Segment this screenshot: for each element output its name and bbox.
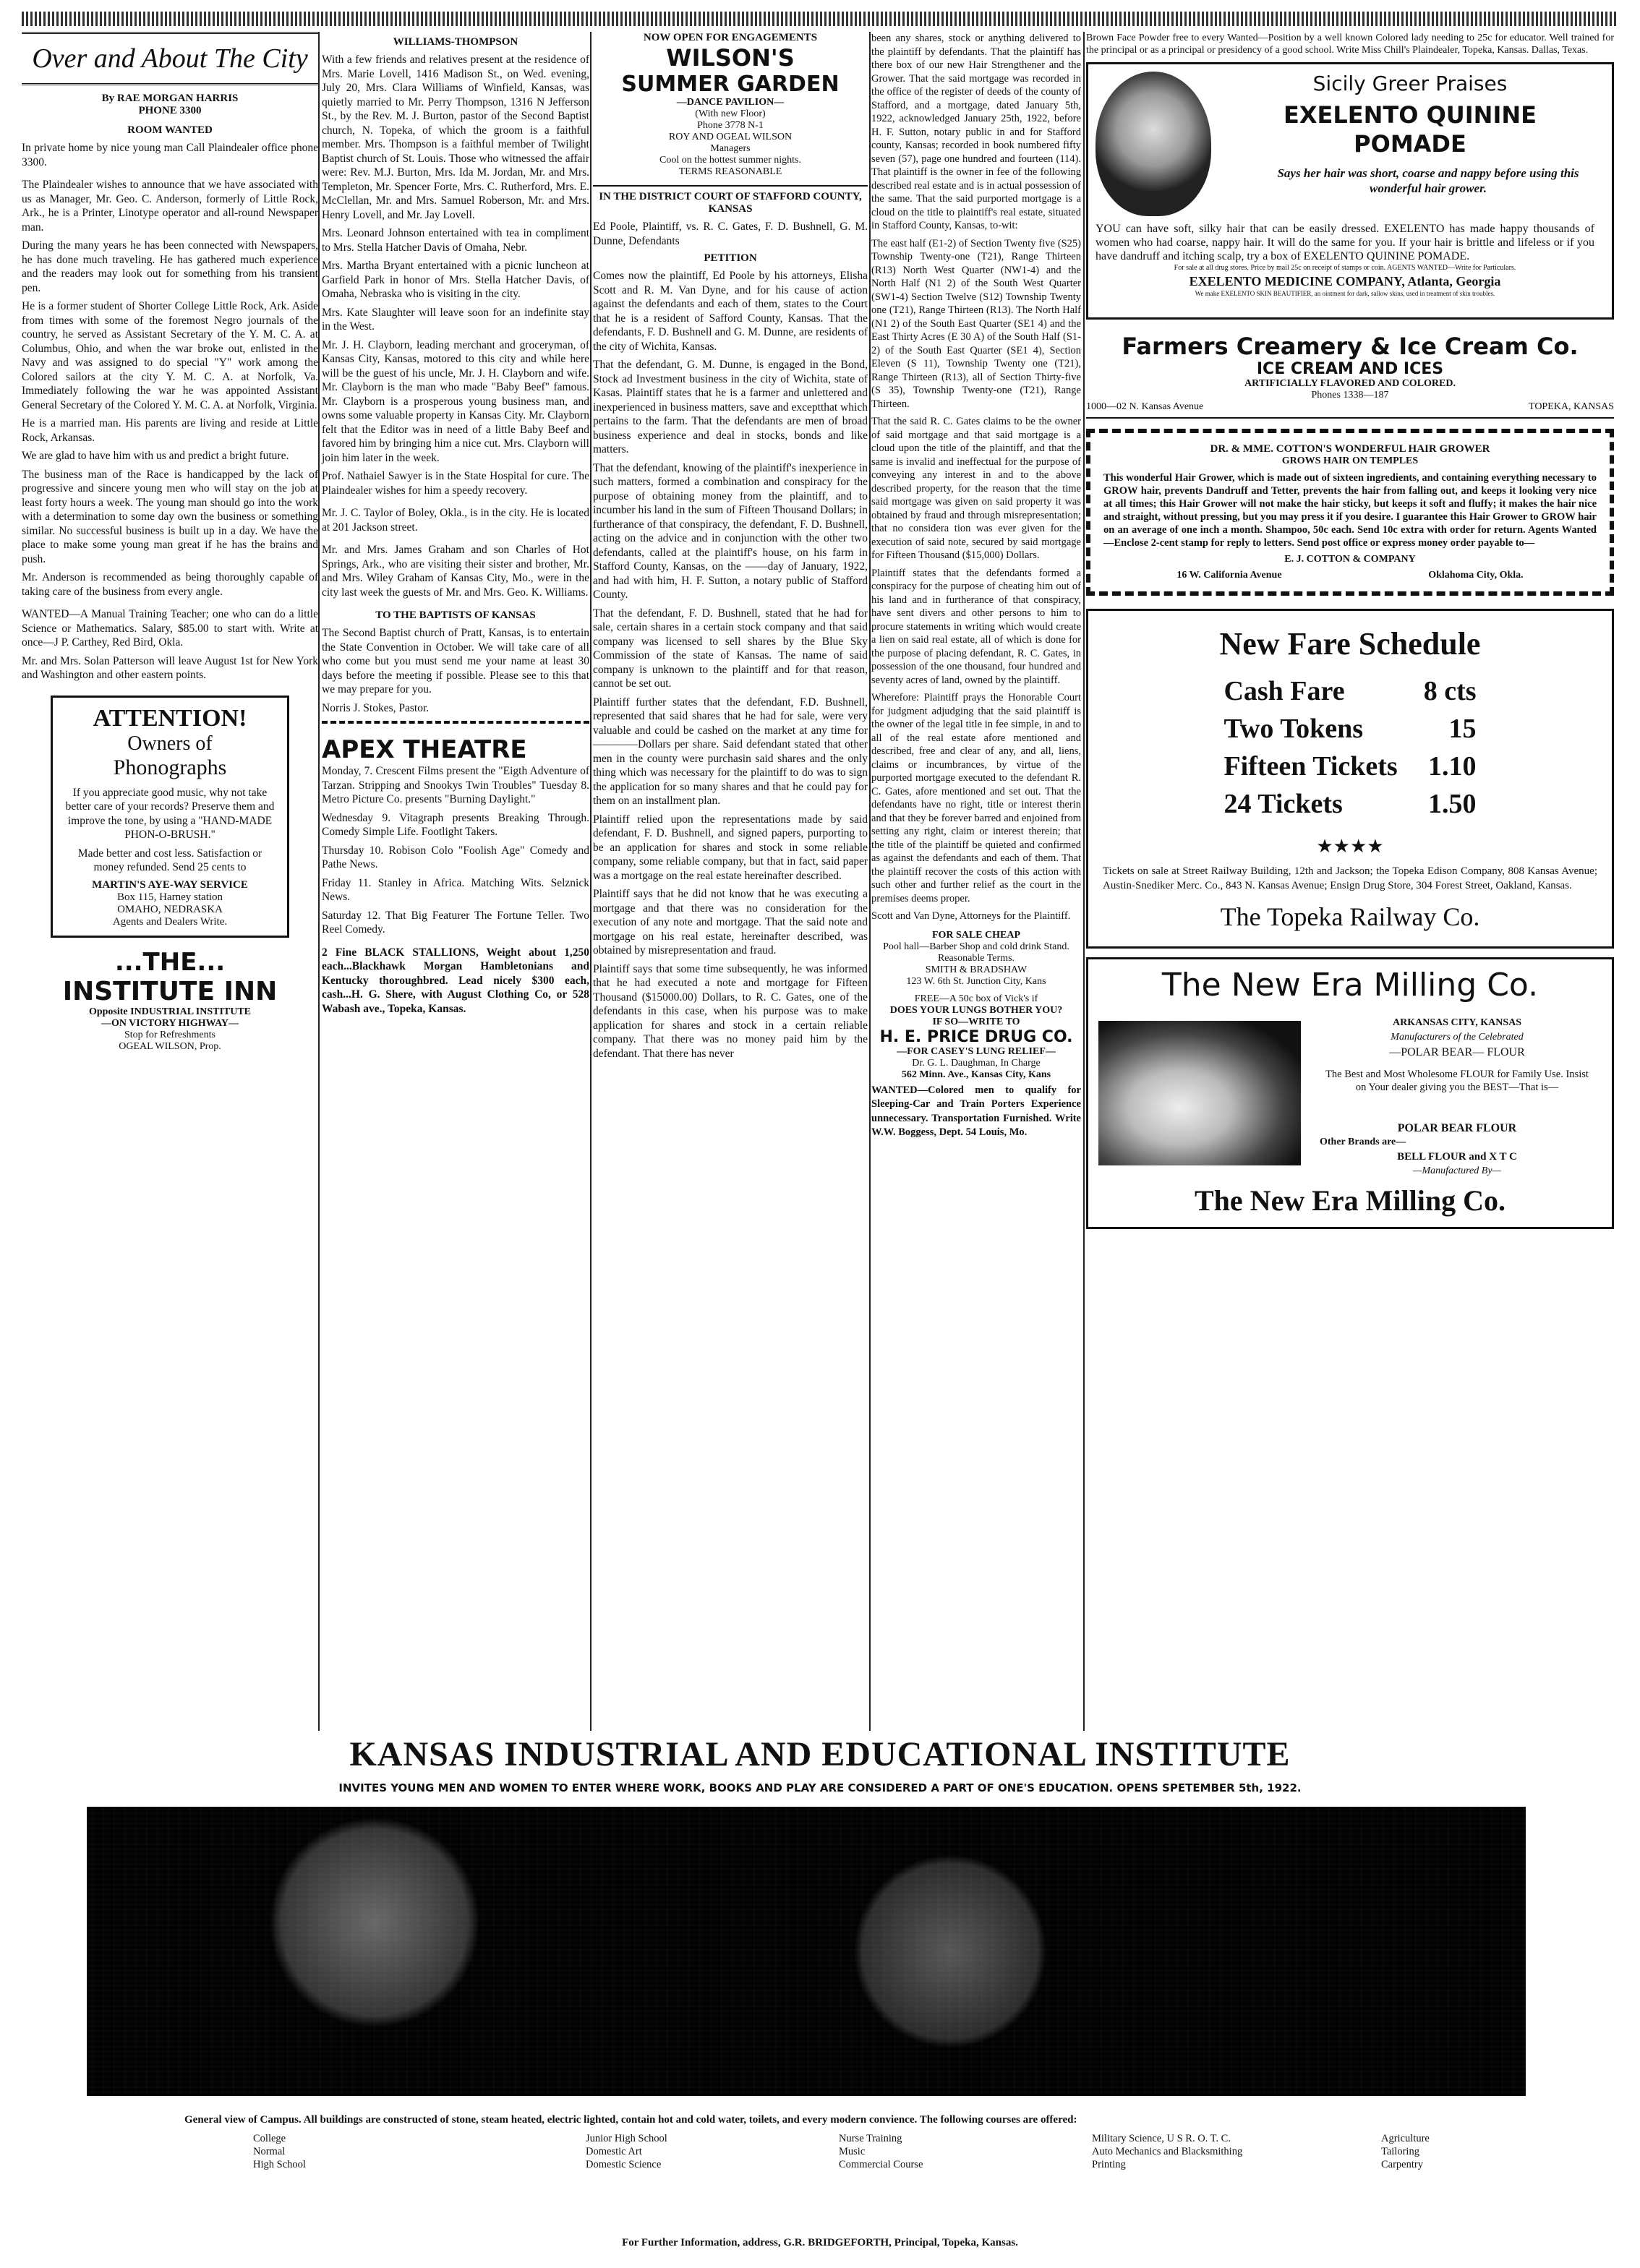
farmers-city: TOPEKA, KANSAS xyxy=(1529,401,1614,412)
course-item: Junior High School xyxy=(586,2133,667,2144)
garden-line: Managers xyxy=(710,143,751,154)
column-rule xyxy=(590,32,591,1731)
fare-row xyxy=(1210,710,1489,748)
farmers-title: Farmers Creamery & Ice Cream Co. xyxy=(1122,333,1579,360)
petition-paragraph: The east half (E1-2) of Section Twenty five (S25) Township Twenty-one (T21), Range Thirteen (R13) North West Quarter (NW1-4) and the North Half (N1 2) of the South West Quarter (SW1-4) Section Twelve (S12) Township Twenty one (T21), Range Thirteen (R13). The North Half (N1 2) of the South East Quarter (SE1 4) and the East Thirty Acres (E 30 A) of the South Half (S1-2) of the South East Quarter (SE1 4), Section Eleven (S 11), Township Twenty one (T21), Range Thirteen (R13), all of Section Thirty-five (S 35), Township Twenty-one (T21), Range Thirteen. xyxy=(871,237,1081,410)
column-rule xyxy=(1083,32,1085,1731)
article-paragraph: Mr. J. H. Clayborn, leading merchant and groceryman, of Kansas City, Kansas, motored to this city and while here will be the guest of his uncle, Mr. J. H. Clayborn and wife. Mr. Clayborn is the man who made "Baby Beef" famous. Mr. Clayborn is a prosperous young business man, and owns some valuable property in Kansas City. Mr. Clayborn felt that the Editor was in need of a little Baby Beef and favored him by bringing him a nice cut. Mrs. Clayborn will join him later in the week. xyxy=(322,338,589,464)
now-open: NOW OPEN FOR ENGAGEMENTS xyxy=(643,32,818,43)
fare-label: Fifteen Tickets xyxy=(1223,751,1398,782)
fare-schedule-ad xyxy=(1086,609,1614,949)
cotton-company: E. J. COTTON & COMPANY xyxy=(1284,554,1416,565)
court-parties: Ed Poole, Plaintiff, vs. R. C. Gates, F. D. Bushnell, G. M. Dunne, Defendants xyxy=(593,221,868,247)
mill-title: The New Era Milling Co. xyxy=(1161,967,1539,1004)
drug-line: —FOR CASEY'S LUNG RELIEF— xyxy=(897,1045,1056,1057)
exelento-ad xyxy=(1086,62,1614,320)
courses-col-3 xyxy=(839,2132,923,2171)
petition-paragraph: That the defendant, G. M. Dunne, is engaged in the Bond, Stock ad Investment business in the city of Wichita, state of Kasas. Plaintiff states that he is a farmer and unlettered and inexperienced in business matters, save and exceptthat which pertains to the farm. That the defendants are men of broad business experience and deal in stocks, bonds and like matters. xyxy=(593,359,868,455)
fare-row xyxy=(1210,748,1489,785)
exelento-small: For sale at all drug stores. Price by mail 25c on receipt of stamps or coin. AGENTS WANTED—Write for Particulars. xyxy=(1174,264,1516,272)
article-paragraph: He is a married man. His parents are living and reside at Little Rock, Arkansas. xyxy=(22,417,318,444)
classified-wanted: WANTED—A Manual Training Teacher; one who can do a little Science or Mathematics. Salary, $85.00 to start with. Write at once—J P. Carthey, Red Bird, Okla. xyxy=(22,608,318,649)
phono-company: MARTIN'S AYE-WAY SERVICE xyxy=(92,878,248,891)
article-paragraph: We are glad to have him with us and predict a bright future. xyxy=(22,450,289,462)
mill-other: Other Brands are— xyxy=(1320,1137,1406,1147)
cotton-addr: 16 W. California Avenue xyxy=(1176,570,1282,581)
phono-sub2: Phonographs xyxy=(113,755,227,779)
cotton-title: DR. & MME. COTTON'S WONDERFUL HAIR GROWER xyxy=(1210,443,1490,455)
course-item: Carpentry xyxy=(1381,2159,1423,2170)
fare-label: Two Tokens xyxy=(1223,714,1363,744)
portrait-image xyxy=(1096,72,1211,216)
article-paragraph: The Plaindealer wishes to announce that we have associated with us as Manager, Mr. Geo. C. Anderson, formerly of Little Rock, Ark., he is a Printer, Linotype operator and all-round Newspaper man. xyxy=(22,179,318,234)
phono-text: If you appreciate good music, why not take better care of your records? Preserve them and improve the tone, by using a "HAND-MADE PHON-O-BRUSH." xyxy=(65,786,275,841)
column-2 xyxy=(322,32,589,1020)
mill-polar2: POLAR BEAR FLOUR xyxy=(1397,1122,1517,1134)
city-header xyxy=(22,32,318,85)
garden-line: (With new Floor) xyxy=(695,108,766,119)
campus-caption: General view of Campus. All buildings are constructed of stone, steam heated, electric lighted, contain hot and cold water, toilets, and every modern convience. The following courses are offered: xyxy=(184,2114,1077,2126)
drug-company: H. E. PRICE DRUG CO. xyxy=(879,1027,1073,1046)
course-item: Music xyxy=(839,2146,866,2157)
mill-bottom: The New Era Milling Co. xyxy=(1195,1184,1506,1217)
byline-phone: PHONE 3300 xyxy=(138,105,202,116)
milling-ad xyxy=(1086,957,1614,1229)
newspaper-page xyxy=(22,10,1618,2259)
top-border xyxy=(22,12,1618,26)
fare-row xyxy=(1210,785,1489,823)
phono-addr2: OMAHO, NEDRASKA xyxy=(117,903,223,915)
for-sale-line: Pool hall—Barber Shop and cold drink Stand. Reasonable Terms. xyxy=(883,941,1069,964)
petition-title: PETITION xyxy=(704,252,757,264)
petition-paragraph: Plaintiff states that the defendants formed a conspiracy for the purpose of cheating him out of his land and in furtherance of that conspiracy, have sent divers and other persons to him to procure statements in writing which would create a lien on said real estate, all of which is done for the purpose of placing defendant, R. C. Gates, in possession of the one thousand, four hundred and seventy acres of land, owned by the plaintiff. xyxy=(871,567,1081,686)
farmers-address-row xyxy=(1086,401,1614,413)
fare-price: 15 xyxy=(1448,714,1477,744)
article-paragraph: He is a former student of Shorter College Little Rock, Ark. Aside from times with some of the foremost Negro journals of the country, he served as Assistant Secretary of the Y. M. C. A. at Columbus, Ohio, and when the war broke out, enlisted in the Navy and was assigned to do special "Y" work among the Colored sailors at the city Y. M. C. A. at Norfolk, Va. Immediately following the war he was appointed Assistant General Secretary of the Colored Y. M. C. A. at Norfolk, Virginia. xyxy=(22,300,318,411)
for-sale-line: 123 W. 6th St. Junction City, Kans xyxy=(906,975,1046,987)
column-3 xyxy=(593,32,868,1065)
mill-bear-image xyxy=(1098,1021,1301,1165)
apex-listing: Thursday 10. Robison Colo "Foolish Age" Comedy and Pathe News. xyxy=(322,844,589,870)
garden-line: Cool on the hottest summer nights. xyxy=(659,155,801,166)
inn-line: Stop for Refreshments xyxy=(124,1029,215,1040)
court-title: IN THE DISTRICT COURT OF STAFFORD COUNTY, KANSAS xyxy=(599,191,862,215)
drug-line: FREE—A 50c box of Vick's if xyxy=(914,993,1038,1004)
apex-listing: Monday, 7. Crescent Films present the "Eigth Adventure of Tarzan. Stripping and Snookys Twin Troubles" Tuesday 8. Metro Picture Co. presents "Burning Daylight." xyxy=(322,765,589,805)
institute-inn-ad xyxy=(22,948,318,1053)
apex-listing: Friday 11. Stanley in Africa. Matching Wits. Selznick News. xyxy=(322,876,589,903)
course-item: Domestic Art xyxy=(586,2146,642,2157)
mill-by: —Manufactured By— xyxy=(1413,1165,1501,1176)
drug-line: DOES YOUR LUNGS BOTHER YOU? xyxy=(889,1004,1063,1016)
article-paragraph: Mr. and Mrs. Solan Patterson will leave August 1st for New York and Washington and other eastern points. xyxy=(22,654,318,681)
garden-title2: SUMMER GARDEN xyxy=(621,72,840,97)
column-rule xyxy=(869,32,871,1731)
course-item: Tailoring xyxy=(1381,2146,1419,2157)
campus-photo xyxy=(87,1807,1526,2096)
porters-wanted: WANTED—Colored men to qualify for Sleeping-Car and Train Porters Experience unnecessary. Transportation Furnished. Write W.W. Boggess, Dept. 54 Louis, Mo. xyxy=(871,1084,1081,1138)
phono-title: ATTENTION! xyxy=(93,704,247,732)
for-sale-line: SMITH & BRADSHAW xyxy=(925,964,1028,975)
petition-paragraph: Plaintiff says that he did not know that he was executing a mortgage and that there was no consideration for the execution of any note and mortgage. That the said note and mortgage on his real estate, hereinafter described, was obtained by misrepresentation and fraud. xyxy=(593,888,868,957)
petition-paragraph: been any shares, stock or anything delivered to the plaintiff by defendants. That the plaintiff has there box of our new Hair Strengthener and the Grower. That the said mortgage was recorded in the office of the register of deeds of the county of Stafford, and a mortgage, dated January 5th, 1922, acknowledged January 25th, 1922, before H. F. Sutton, notary public in and for Stafford county, Kansas; recorded in book numbered fifty seven (57), page one hundred and fourteen (114). That plaintiff is the owner in fee of the following described real estate and is in actual possession of the same. That the said purported mortgage is a cloud on the title to plaintiff's real estate, situated in Stafford County, Kansas, to-wit: xyxy=(871,33,1081,231)
institute-footer: For Further Information, address, G.R. BRIDGEFORTH, Principal, Topeka, Kansas. xyxy=(622,2237,1018,2248)
course-item: Domestic Science xyxy=(586,2159,662,2170)
exelento-title: EXELENTO QUININE POMADE xyxy=(1283,101,1537,158)
course-item: Auto Mechanics and Blacksmithing xyxy=(1092,2146,1243,2157)
fare-price: 1.50 xyxy=(1428,789,1477,819)
course-item: Agriculture xyxy=(1381,2133,1430,2144)
fare-label: Cash Fare xyxy=(1223,676,1345,706)
apex-listing: Wednesday 9. Vitagraph presents Breaking Through. Comedy Simple Life. Footlight Takers. xyxy=(322,811,589,838)
petition-paragraph: That the defendant, knowing of the plaintiff's inexperience in such matters, formed a combination and conspiracy for the purpose of obtaining money from the plaintiff, and to incumber his land in the sum of Fifteen Thousand Dollars; in furtherance of that conspiracy, the defendant, F. D. Bushnell, acting on the advice and in conjunction with the other two defendants, called at the plaintiff's house, on his farm in Stafford County, Kansas, on the ——day of January, 1922, and had with him, H. F. Sutton, a notary public of Stafford County. xyxy=(593,461,868,601)
exelento-tiny: We make EXELENTO SKIN BEAUTIFIER, an ointment for dark, sallow skins, used in treatment of skin troubles. xyxy=(1195,290,1495,297)
course-item: Military Science, U S R. O. T. C. xyxy=(1092,2133,1231,2144)
inn-line: OGEAL WILSON, Prop. xyxy=(119,1040,221,1052)
wedding-title: WILLIAMS-THOMPSON xyxy=(393,36,518,48)
farmers-creamery-ad xyxy=(1086,333,1614,419)
petition-paragraph: That the said R. C. Gates claims to be the owner of said mortgage and that said mortgage is a cloud upon the title of the plaintiff, and that the same is invalid and ineffectual for the purpose of conveying any interest in and to the above described property, for the reason that the time said mortgage was given on said property it was obtained by fraud and through misrepresentation; that no considera tion was ever given for the execution of said note, secured by said mortgage for Fifteen Thousand ($15,000) Dollars. xyxy=(871,416,1081,561)
petition-paragraph: Plaintiff further states that the defendant, F.D. Bushnell, represented that said shares that he had for sale, were very valuable and could be cashed on the market at any time for ————Dollars per share. Said defendant stated that other men in the county were purchasin said shares and the only thing which was necessary for the plaintiff to do was to sign the application for so many shares and that he could pay for them on an installment plan. xyxy=(593,696,868,807)
article-paragraph: Mr. Anderson is recommended as being thoroughly capable of taking care of the business from every angle. xyxy=(22,571,318,598)
petition-paragraph: Comes now the plaintiff, Ed Poole by his attorneys, Elisha Scott and R. M. Van Dyne, and for his cause of action against the defendants and each of them, states to the Court that he is a resident of Safford County, Kansas. That the defendants, F. D. Bushnell and G. M. Dunne, are residents of the city of Wichita, Kansas. xyxy=(593,270,868,353)
fare-table xyxy=(1210,672,1489,823)
inn-title1: ...THE... xyxy=(114,947,226,977)
column-rule xyxy=(318,32,320,1731)
inn-title2: INSTITUTE INN xyxy=(62,976,278,1006)
article-paragraph: Prof. Nathaiel Sawyer is in the State Hospital for cure. The Plaindealer wishes for him a speedy recovery. xyxy=(322,470,589,497)
fare-label: 24 Tickets xyxy=(1223,789,1343,819)
exelento-body: YOU can have soft, silky hair that can be easily dressed. EXELENTO has made happy thousands of women who had coarse, nappy hair. It will do the same for you. If your hair is brittle and lifeless or if you have dandruff and itching scalp, try a box of EXELENTO QUININE POMADE. xyxy=(1096,223,1594,262)
mill-text: The Best and Most Wholesome FLOUR for Family Use. Insist on Your dealer giving you the BEST—That is— xyxy=(1325,1069,1589,1093)
column-5 xyxy=(1086,32,1614,1229)
petition-paragraph: That the defendant, F. D. Bushnell, stated that he had for sale, certain shares in a certain stock company and that said company was licensed to sell shares by the Blue Sky Commission of the state of Kansas. The name of said company is unknown to the plaintiff and for that reason, cannot be set out. xyxy=(593,607,868,690)
apex-listing: Saturday 12. That Big Featurer The Fortune Teller. Two Reel Comedy. xyxy=(322,909,589,936)
cotton-sub: GROWS HAIR ON TEMPLES xyxy=(1281,455,1419,466)
drug-line: IF SO—WRITE TO xyxy=(932,1016,1020,1027)
article-paragraph: Mrs. Martha Bryant entertained with a picnic luncheon at Garfield Park in honor of Mrs. Stella Hatcher Davis, of Omaha, Nebraska who is visiting in the city. xyxy=(322,260,589,300)
fare-title: New Fare Schedule xyxy=(1219,626,1481,662)
cotton-body: This wonderful Hair Grower, which is made out of sixteen ingredients, and containing everything necessary to GROW hair, prevents Dandruff and Tetter, prevents the hair from falling out, and keeps it looking very nice at all times; this Hair Grower will not make the hair sticky, but keeps it soft and fluffy; it makes the hair nice and straight, without pressing, but you may press it if you desire. I guarantee this Hair Grower to GROW hair on an average of one inch a month. Shampoo, 50c each. Send 10c extra with order for return. Agents Wanted—Enclose 2-cent stamp for reply to letters. Send post office or express money order payable to— xyxy=(1103,472,1597,549)
cotton-city: Oklahoma City, Okla. xyxy=(1428,570,1524,581)
institute-subtitle: INVITES YOUNG MEN AND WOMEN TO ENTER WHERE WORK, BOOKS AND PLAY ARE CONSIDERED A PART OF ONE'S EDUCATION. OPENS SPETEMBER 5th, 1922. xyxy=(338,1781,1302,1794)
column-4 xyxy=(871,32,1081,1144)
course-item: Commercial Course xyxy=(839,2159,923,2170)
article-paragraph: Mrs. Leonard Johnson entertained with tea in compliment to Mrs. Stella Hatcher Davis of Omaha, Nebr. xyxy=(322,227,589,254)
article-paragraph: With a few friends and relatives present at the residence of Mrs. Marie Lovell, 1416 Madison St., on Wed. evening, July 20, Mrs. Clara Williams of Winfield, Kansas, was quietly married to Mr. Perry Thompson, 1316 N Jefferson St., by the Rev. M. J. Burton, pastor of the Second Baptist church, N. Topeka, of which the groom is a faithful member. Mrs. Thompson is a faithful member of Twilight Baptist church of St. Louis. Those who witnessed the affair were: Rev. M.J. Burton, Mrs. Ida M. Jordan, Mr. and Mrs. Templeton, Mr. Spencer Forte, Mrs. C. Rutherford, Mrs. E. McClellan, Mr. and Mrs. Samuel Roberson, Mr. and Mrs. Henry Lovell, and Mr. Jay Lovell. xyxy=(322,54,589,221)
exelento-company: EXELENTO MEDICINE COMPANY, Atlanta, Georgia xyxy=(1189,274,1501,288)
baptists-title: TO THE BAPTISTS OF KANSAS xyxy=(375,609,536,621)
stallions-ad: 2 Fine BLACK STALLIONS, Weight about 1,250 each...Blackhawk Morgan Hambletonians and Kentucky thoroughbred. Lead nicely $300 each, cash...H. G. Shere, with August Clothing Co, or 528 Wabash ave., Topeka, Kansas. xyxy=(322,946,589,1015)
for-sale-title: FOR SALE CHEAP xyxy=(931,929,1021,941)
garden-title1: WILSON'S xyxy=(666,44,795,72)
courses-col-1 xyxy=(253,2132,306,2171)
exelento-quote: Says her hair was short, coarse and nappy before using this wonderful hair grower. xyxy=(1277,166,1579,195)
mill-brands: BELL FLOUR and X T C xyxy=(1397,1151,1517,1163)
city-header-title: Over and About The City xyxy=(32,43,308,74)
fare-stars: ★★★★ xyxy=(1316,836,1384,857)
article-paragraph: Mr. J. C. Taylor of Boley, Okla., is in the city. He is located at 201 Jackson street. xyxy=(322,507,589,534)
course-item: Normal xyxy=(253,2146,286,2157)
courses-col-5 xyxy=(1381,2132,1430,2171)
fare-price: 1.10 xyxy=(1428,751,1477,782)
article-paragraph: The business man of the Race is handicapped by the lack of progressive and sincere young men who will stay on the job at least forty hours a week. The young man should go into the work with a determination to some day own the business or something similar. No successful business is built up in a day. We have the place to make some young man great if he has the brains and push. xyxy=(22,468,318,565)
petition-signature: Scott and Van Dyne, Attorneys for the Plaintiff. xyxy=(871,910,1071,922)
inn-line: Opposite INDUSTRIAL INSTITUTE xyxy=(88,1006,252,1017)
course-item: College xyxy=(253,2133,286,2144)
drug-line: 562 Minn. Ave., Kansas City, Kans xyxy=(901,1069,1051,1080)
cotton-ad xyxy=(1086,429,1614,596)
farmers-sub2: ARTIFICIALLY FLAVORED AND COLORED. xyxy=(1244,378,1456,389)
institute-title: KANSAS INDUSTRIAL AND EDUCATIONAL INSTITUTE xyxy=(349,1735,1291,1773)
phono-addr1: Box 115, Harney station xyxy=(116,891,223,903)
fare-row xyxy=(1210,672,1489,710)
baptists-signature: Norris J. Stokes, Pastor. xyxy=(322,701,430,714)
farmers-sub: ICE CREAM AND ICES xyxy=(1256,360,1444,378)
article-paragraph: The Second Baptist church of Pratt, Kansas, is to entertain the State Convention in October. We will take care of all who come but you must send me your name at least 30 days before the meeting if possible. Please see to this that we may prepare for you. xyxy=(322,627,589,696)
article-paragraph: In private home by nice young man Call Plaindealer office phone 3300. xyxy=(22,142,318,168)
exelento-head: Sicily Greer Praises xyxy=(1312,72,1508,95)
phonograph-ad xyxy=(51,696,289,938)
garden-line: TERMS REASONABLE xyxy=(678,166,782,177)
divider xyxy=(322,721,589,729)
room-title: ROOM WANTED xyxy=(127,124,213,136)
farmers-addr: 1000—02 N. Kansas Avenue xyxy=(1086,401,1204,412)
petition-paragraph: Wherefore: Plaintiff prays the Honorable Court for judgment adjudging that the said plaintiff is the owner of the legal title in fee simple, in and to all of the real estate afore mentioned and described, free and clear of any, and all, liens, claims or incumbrances, by virtue of the purported mortgage executed to the defendant R. C. Gates, afore mentioned and set out. That the defendants have no right, title or interest therin and that they be forever barred and enjoined from setting any right, claim or interest therein; that the title of the plaintiff be quieted and confirmed as against the defendants and each of them. That the plaintiff recover the costs of this action with such other and further relief as the court in the premises deems proper. xyxy=(871,692,1081,904)
fare-company: The Topeka Railway Co. xyxy=(1220,902,1480,931)
courses-col-2 xyxy=(586,2132,667,2171)
garden-line: —DANCE PAVILION— xyxy=(676,97,785,108)
farmers-phone: Phones 1338—187 xyxy=(1311,390,1389,401)
top-classifieds: Brown Face Powder free to every Wanted—Position by a well known Colored lady needing to 25c for educator. Well trained for the principal or as a principal or presidency of a good school. Write Miss Chill's Plaindealer, Topeka, Kansas. Dallas, Texas. xyxy=(1086,33,1614,56)
mill-mfr: Manufacturers of the Celebrated xyxy=(1391,1032,1524,1043)
fare-price: 8 cts xyxy=(1423,676,1477,706)
byline: By RAE MORGAN HARRIS xyxy=(101,93,239,104)
garden-line: ROY AND OGEAL WILSON xyxy=(668,132,793,142)
petition-paragraph: Plaintiff says that some time subsequently, he was informed that he had executed a note and mortgage for Fifteen Thousand ($15000.00) Dollars, to R. C. Gates, one of the defendants in this case, when his purpose was to make application for shares and stock in a certain reliable company. That there was no money paid him by the defendant. That there has never xyxy=(593,962,868,1060)
garden-line: Phone 3778 N-1 xyxy=(697,120,764,131)
courses-col-4 xyxy=(1092,2132,1242,2171)
fare-text: Tickets on sale at Street Railway Building, 12th and Jackson; the Topeka Edison Company, 808 Kansas Avenue; Austin-Snediker Merc. Co., 843 N. Kansas Avenue; Ensign Drug Store, 304 Forest Street, Oakland, Kansas. xyxy=(1103,865,1597,891)
mill-polar: —POLAR BEAR— FLOUR xyxy=(1389,1046,1525,1058)
phono-agents: Agents and Dealers Write. xyxy=(112,915,228,928)
cotton-address-row xyxy=(1103,570,1597,581)
drug-line: Dr. G. L. Daughman, In Charge xyxy=(912,1057,1041,1069)
course-item: High School xyxy=(253,2159,306,2170)
article-paragraph: During the many years he has been connected with Newspapers, he has done much traveling. He has gathered much experience and the readers may look out for something from his transient pen. xyxy=(22,239,318,294)
course-item: Printing xyxy=(1092,2159,1126,2170)
article-paragraph: Mrs. Kate Slaughter will leave soon for an indefinite stay in the West. xyxy=(322,306,589,333)
divider xyxy=(593,185,868,187)
phono-text2: Made better and cost less. Satisfaction or money refunded. Send 25 cents to xyxy=(77,847,262,873)
apex-title: APEX THEATRE xyxy=(322,735,527,764)
inn-line: —ON VICTORY HIGHWAY— xyxy=(101,1017,239,1029)
course-item: Nurse Training xyxy=(839,2133,902,2144)
article-paragraph: Mr. and Mrs. James Graham and son Charles of Hot Springs, Ark., who are visiting their sister and brother, Mr. and Mrs. Wiley Graham of Kansas City, Mo., were in the city last week the guests of Mr. and Mrs. Geo. K. Williams. xyxy=(322,544,589,599)
column-1 xyxy=(22,32,318,1053)
phono-sub1: Owners of xyxy=(127,732,213,755)
petition-paragraph: Plaintiff relied upon the representations made by said defendant, F. D. Bushnell, and signed papers, purporting to be an application for shares and stock in some reliable company, some reliable company, but that in fact, said paper was a mortgage on the real estate hereinafter described. xyxy=(593,813,868,882)
mill-city: ARKANSAS CITY, KANSAS xyxy=(1392,1017,1522,1028)
